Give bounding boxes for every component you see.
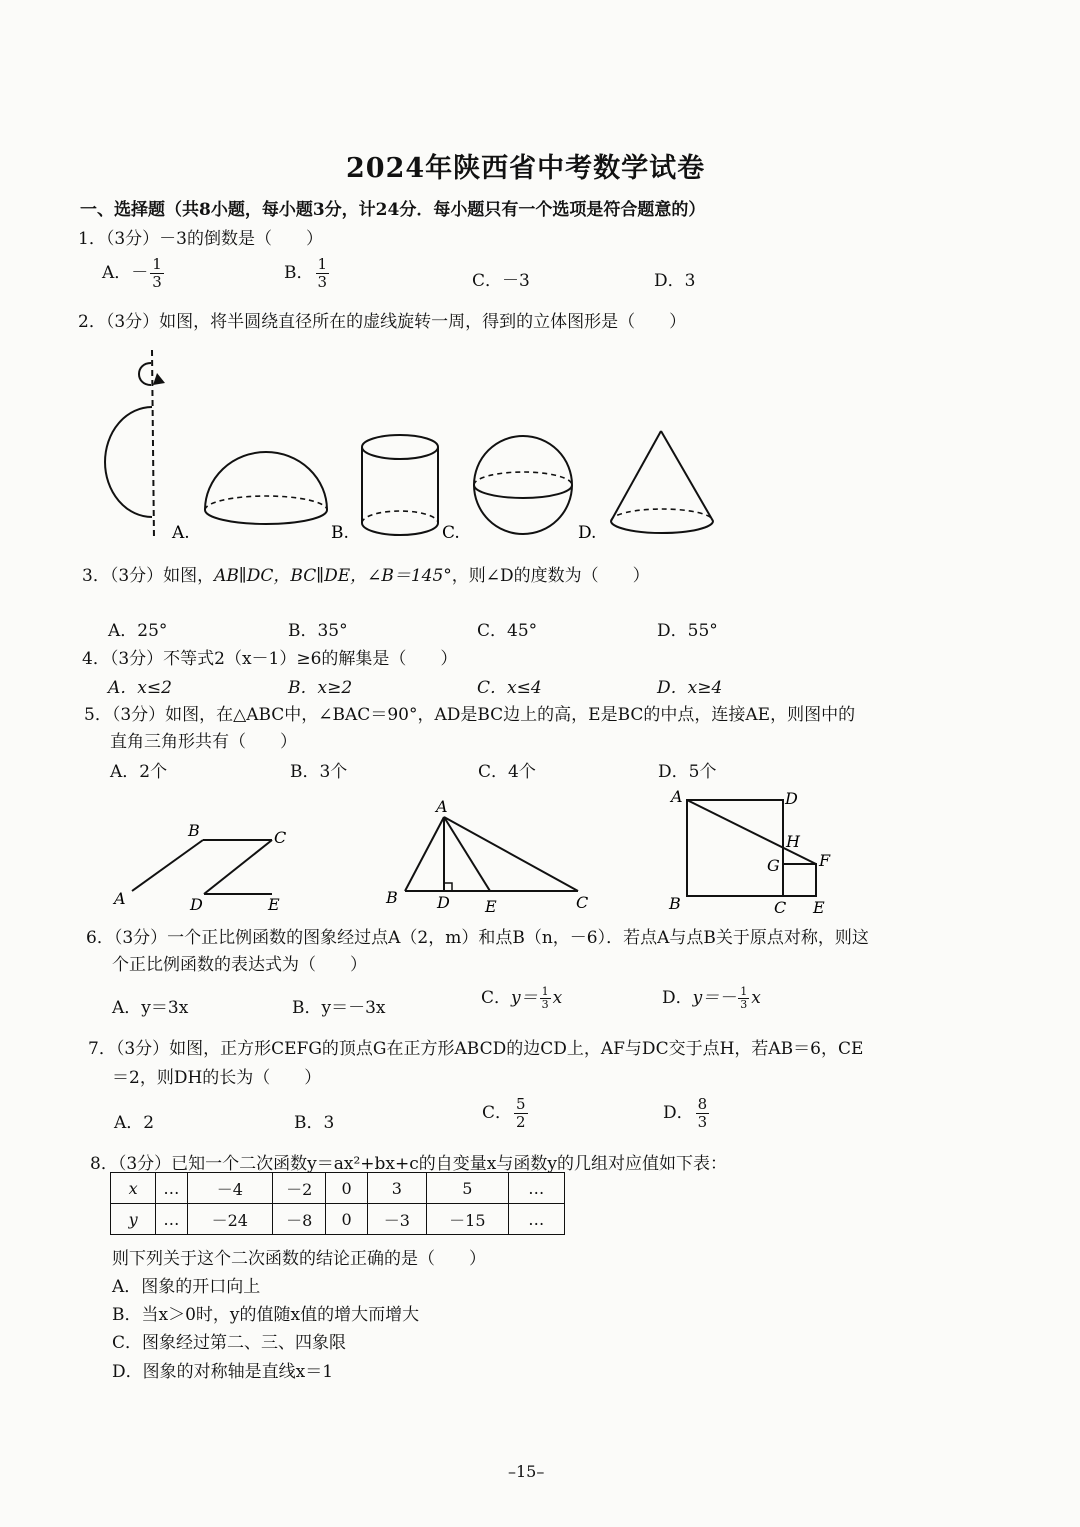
table-cell: y — [111, 1204, 156, 1235]
q1-b-label: B． — [284, 263, 314, 283]
q6-d-num: 1 — [740, 985, 748, 998]
q7-c-num: 5 — [516, 1095, 526, 1113]
q7-fig-label-f: F — [819, 851, 831, 870]
q6-c-den: 3 — [541, 998, 549, 1011]
cone — [611, 431, 661, 521]
q8-option-a: A．图象的开口向上 — [112, 1277, 261, 1297]
hemisphere — [205, 452, 327, 510]
q8-option-c: C．图象经过第二、三、四象限 — [112, 1333, 347, 1353]
q1-option-c: C．－3 — [472, 271, 530, 291]
section-heading: 一、选择题（共8小题，每小题3分，计24分．每小题只有一个选项是符合题意的） — [80, 200, 706, 220]
q8-value-table — [110, 1172, 565, 1235]
arrowhead — [153, 373, 165, 385]
q3-option-d: D．55° — [657, 621, 718, 641]
q2-label-c: C. — [442, 523, 460, 543]
q5-fig-label-b: B — [386, 888, 398, 907]
q2-label-b: B. — [331, 523, 349, 543]
q5-fig-label-d: D — [437, 893, 450, 912]
q3-option-c: C．45° — [477, 621, 538, 641]
table-cell: －3 — [367, 1204, 426, 1235]
q3-stem-suffix: ，则∠D的度数为（ ） — [451, 566, 650, 586]
table-cell: －15 — [427, 1204, 509, 1235]
q7-c-den: 2 — [516, 1113, 526, 1131]
q1-b-den: 3 — [317, 273, 328, 291]
q6-c-label: C． — [481, 988, 512, 1008]
q6-d-fraction — [738, 986, 749, 1011]
q5-figure — [382, 796, 602, 916]
q4-option-c: C．x≤4 — [477, 678, 542, 698]
table-row-y — [111, 1204, 565, 1235]
q6-option-b: B．y＝－3x — [292, 998, 386, 1018]
table-cell: … — [156, 1173, 187, 1204]
q7-option-b: B．3 — [294, 1113, 335, 1133]
cylinder-top — [362, 435, 438, 459]
q4-option-d: D．x≥4 — [657, 678, 723, 698]
q6-c-post: x — [552, 988, 563, 1008]
page-number: –15– — [508, 1462, 545, 1481]
q3-fig-label-b: B — [188, 821, 200, 840]
rotation-arrow-icon — [139, 363, 151, 385]
q3-stem-math: AB∥DC，BC∥DE，∠B＝145° — [214, 566, 452, 586]
q6-d-label: D． — [662, 988, 693, 1008]
q5-option-a: A．2个 — [110, 762, 168, 782]
q7-option-d — [663, 1096, 711, 1131]
q3-fig-label-c: C — [274, 828, 287, 847]
q7-fig-label-e: E — [813, 898, 825, 917]
q5-fig-label-c: C — [576, 893, 589, 912]
table-cell: … — [508, 1173, 564, 1204]
q7-option-a: A．2 — [114, 1113, 155, 1133]
q7-figure — [663, 782, 853, 922]
q6-d-pre: y＝－ — [692, 988, 737, 1008]
q7-option-c — [482, 1096, 530, 1131]
q1-option-d: D．3 — [654, 271, 696, 291]
q1-a-num: 1 — [152, 255, 162, 273]
q7-d-num: 8 — [697, 1095, 708, 1113]
q1-a-fraction — [150, 256, 164, 291]
q7-stem-line2: ＝2，则DH的长为（ ） — [112, 1068, 322, 1088]
q6-d-post: x — [751, 988, 761, 1008]
q2-figure — [95, 345, 835, 545]
table-cell: －8 — [273, 1204, 326, 1235]
q6-c-pre: y＝ — [511, 988, 538, 1008]
table-cell: … — [508, 1204, 564, 1235]
q6-option-a: A．y＝3x — [112, 998, 189, 1018]
q3-option-a: A．25° — [108, 621, 168, 641]
q5-stem-line2: 直角三角形共有（ ） — [110, 732, 297, 752]
semicircle — [105, 407, 152, 517]
table-cell: 5 — [427, 1173, 509, 1204]
table-cell: x — [111, 1173, 156, 1204]
q4-option-b: B．x≥2 — [288, 678, 353, 698]
q7-fig-label-a: A — [671, 787, 683, 806]
q3-stem-prefix: 3．（3分）如图， — [82, 566, 215, 586]
q1-option-b — [284, 256, 331, 291]
table-cell: －4 — [187, 1173, 273, 1204]
sphere — [474, 436, 572, 534]
q7-c-label: C． — [482, 1103, 513, 1123]
q6-stem-line1: 6．（3分）一个正比例函数的图象经过点A（2，m）和点B（n，－6）．若点A与点B关于原点对称，则这 — [86, 928, 869, 948]
q8-option-b: B．当x＞0时，y的值随x值的增大而增大 — [112, 1305, 420, 1325]
q6-d-den: 3 — [740, 998, 748, 1011]
q3-option-b: B．35° — [288, 621, 348, 641]
q2-stem: 2．（3分）如图，将半圆绕直径所在的虚线旋转一周，得到的立体图形是（ ） — [78, 312, 687, 332]
q7-fig-label-h: H — [786, 832, 800, 851]
q1-b-fraction — [316, 256, 330, 291]
q4-option-a: A．x≤2 — [108, 678, 172, 698]
q5-option-b: B．3个 — [290, 762, 348, 782]
q8-option-d: D．图象的对称轴是直线x＝1 — [112, 1362, 334, 1382]
q5-option-c: C．4个 — [478, 762, 536, 782]
q1-a-den: 3 — [152, 273, 162, 291]
q7-d-den: 3 — [697, 1113, 708, 1131]
q1-a-sign: － — [131, 263, 149, 283]
table-cell: 3 — [367, 1173, 426, 1204]
q8-question: 则下列关于这个二次函数的结论正确的是（ ） — [112, 1249, 486, 1269]
q3-fig-label-e: E — [268, 895, 280, 914]
table-row-x — [111, 1173, 565, 1204]
table-cell: 0 — [326, 1173, 367, 1204]
q5-fig-label-e: E — [485, 897, 497, 916]
q2-label-d: D. — [578, 523, 597, 543]
page-title: 2024年陕西省中考数学试卷 — [346, 153, 706, 184]
q7-fig-label-c: C — [774, 898, 787, 917]
q1-b-num: 1 — [317, 255, 328, 273]
q7-d-label: D． — [663, 1103, 694, 1123]
q6-c-num: 1 — [541, 985, 549, 998]
q6-option-d — [662, 983, 761, 1011]
q1-stem: 1．（3分）－3的倒数是（ ） — [78, 229, 323, 249]
q3-fig-label-a: A — [114, 889, 126, 908]
q6-c-fraction — [540, 986, 551, 1011]
q7-d-fraction — [696, 1096, 710, 1131]
q6-stem-line2: 个正比例函数的表达式为（ ） — [112, 955, 367, 975]
table-cell: －24 — [187, 1204, 273, 1235]
q5-option-d: D．5个 — [658, 762, 717, 782]
q5-fig-label-a: A — [436, 797, 448, 816]
q1-a-label: A． — [102, 263, 132, 283]
q7-fig-label-g: G — [767, 856, 780, 875]
q3-fig-label-d: D — [190, 895, 203, 914]
q3-figure — [108, 818, 308, 918]
q7-stem-line1: 7．（3分）如图，正方形CEFG的顶点G在正方形ABCD的边CD上，AF与DC交于点H，若AB＝6，CE — [88, 1039, 864, 1059]
table-cell: … — [156, 1204, 187, 1235]
q3-stem — [82, 561, 650, 586]
q7-fig-label-b: B — [669, 894, 681, 913]
q2-label-a: A. — [172, 523, 190, 543]
q6-option-c — [481, 983, 562, 1011]
table-cell: 0 — [326, 1204, 367, 1235]
q8-stem: 8．（3分）已知一个二次函数y＝ax²+bx+c的自变量x与函数y的几组对应值如下表： — [90, 1154, 727, 1174]
axis-dashed-line — [152, 350, 154, 540]
q4-stem: 4．（3分）不等式2（x－1）≥6的解集是（ ） — [82, 649, 458, 669]
q1-option-a — [102, 256, 166, 291]
q5-stem-line1: 5．（3分）如图，在△ABC中，∠BAC＝90°，AD是BC边上的高，E是BC的中点，连接AE，则图中的 — [84, 705, 856, 725]
table-cell: －2 — [273, 1173, 326, 1204]
q7-fig-label-d: D — [785, 789, 798, 808]
q7-c-fraction — [514, 1096, 528, 1131]
